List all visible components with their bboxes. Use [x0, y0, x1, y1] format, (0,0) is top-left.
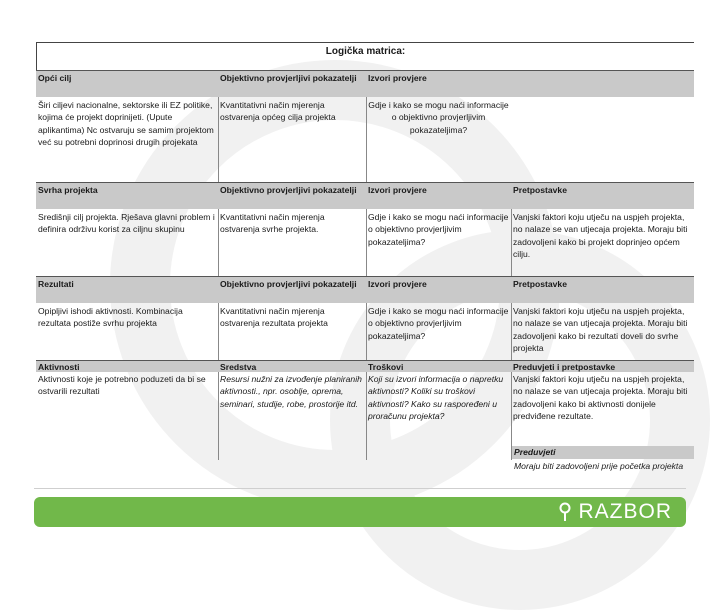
cell-izvori-provjere: Gdje i kako se mogu naći informacije o objektivno provjerljivim pokazateljima? [368, 212, 509, 247]
cell-pretpostavke: Vanjski faktori koju utječu na uspjeh projekta, no nalaze se van utjecaja projekta. Moraju biti zadovoljeni kako bi projekt doprinjeo općem cilju. [513, 212, 688, 259]
header-preduvjeti-pretpostavke: Preduvjeti i pretpostavke [511, 360, 694, 372]
razbor-logo [558, 500, 672, 524]
cell-aktivnosti: Aktivnosti koje je potrebno poduzeti da bi se ostvarili rezultati [38, 374, 206, 397]
header-aktivnosti: Aktivnosti [36, 360, 218, 372]
cell-sredstva: Resursi nužni za izvođenje planiranih aktivnosti., npr. osoblje, oprema, seminari, studije, robe, prostorije itd. [220, 374, 362, 409]
header-opci-cilj: Opći cilj [36, 70, 218, 97]
header-sredstva: Sredstva [218, 360, 366, 372]
header-pretpostavke: Pretpostavke [511, 182, 694, 209]
header-svrha-projekta: Svrha projekta [36, 182, 218, 209]
header-troskovi: Troškovi [366, 360, 511, 372]
header-pokazatelji: Objektivno provjerljivi pokazatelji [218, 276, 366, 303]
header-pokazatelji: Objektivno provjerljivi pokazatelji [218, 182, 366, 209]
footer-divider [34, 488, 686, 489]
cell-preduvjeti-pretpostavke: Vanjski faktori koju utječu na uspjeh projekta, no nalaze se van utjecaja projekta. Moraju biti zadovoljeni kako bi aktivnosti donijele predviđene rezultate. [513, 374, 688, 421]
header-pokazatelji: Objektivno provjerljivi pokazatelji [218, 70, 366, 97]
cell-svrha-projekta: Središnji cilj projekta. Rješava glavni problem i definira održivu korist za ciljnu skupinu [38, 212, 215, 235]
cell-opci-cilj: Širi ciljevi nacionalne, sektorske ili EZ politike, kojima će projekt doprinijeti. (Upute aplikantima) Nc ostvaruju se samim projektom već su potrebni doprinosi drugih projekata [38, 100, 214, 147]
header-izvori-provjere: Izvori provjere [366, 276, 511, 303]
header-pretpostavke: Pretpostavke [511, 276, 694, 303]
razbor-logo-icon [558, 502, 572, 522]
cell-troskovi: Koji su izvori informacija o napretku aktivnosti? Koliki su troškovi aktivnosti? Kako su raspoređeni u proračunu projekta? [368, 374, 504, 421]
header-izvori-provjere: Izvori provjere [366, 70, 694, 97]
matrix-title: Logička matrica: [36, 42, 694, 70]
cell-izvori-provjere: Gdje i kako se mogu naći informacije o objektivno provjerljivim pokazateljima? [368, 306, 509, 341]
header-preduvjeti: Preduvjeti [512, 446, 694, 459]
header-izvori-provjere: Izvori provjere [366, 182, 511, 209]
footer-bar [34, 497, 686, 527]
cell-rezultati: Opipljivi ishodi aktivnosti. Kombinacija rezultata postiže svrhu projekta [38, 306, 183, 329]
header-rezultati: Rezultati [36, 276, 218, 303]
cell-pretpostavke: Vanjski faktori koju utječu na uspjeh projekta, no nalaze se van utjecaja projekta. Moraju biti zadovoljeni kako bi rezultati doveli do svrhe projekta [513, 306, 688, 353]
logo-text: RAZBOR [578, 500, 672, 523]
cell-pokazatelji: Kvantitativni način mjerenja ostvarenja općeg cilja projekta [220, 100, 336, 123]
cell-pokazatelji: Kvantitativni način mjerenja ostvarenja svrhe projekta. [220, 212, 325, 235]
cell-pokazatelji: Kvantitativni način mjerenja ostvarenja rezultata projekta [220, 306, 328, 329]
cell-preduvjeti: Moraju biti zadovoljeni prije početka projekta [514, 461, 684, 471]
cell-izvori-provjere: Gdje i kako se mogu naći informacije o objektivno provjerljivim pokazateljima? [368, 100, 509, 135]
logical-matrix [36, 42, 694, 471]
